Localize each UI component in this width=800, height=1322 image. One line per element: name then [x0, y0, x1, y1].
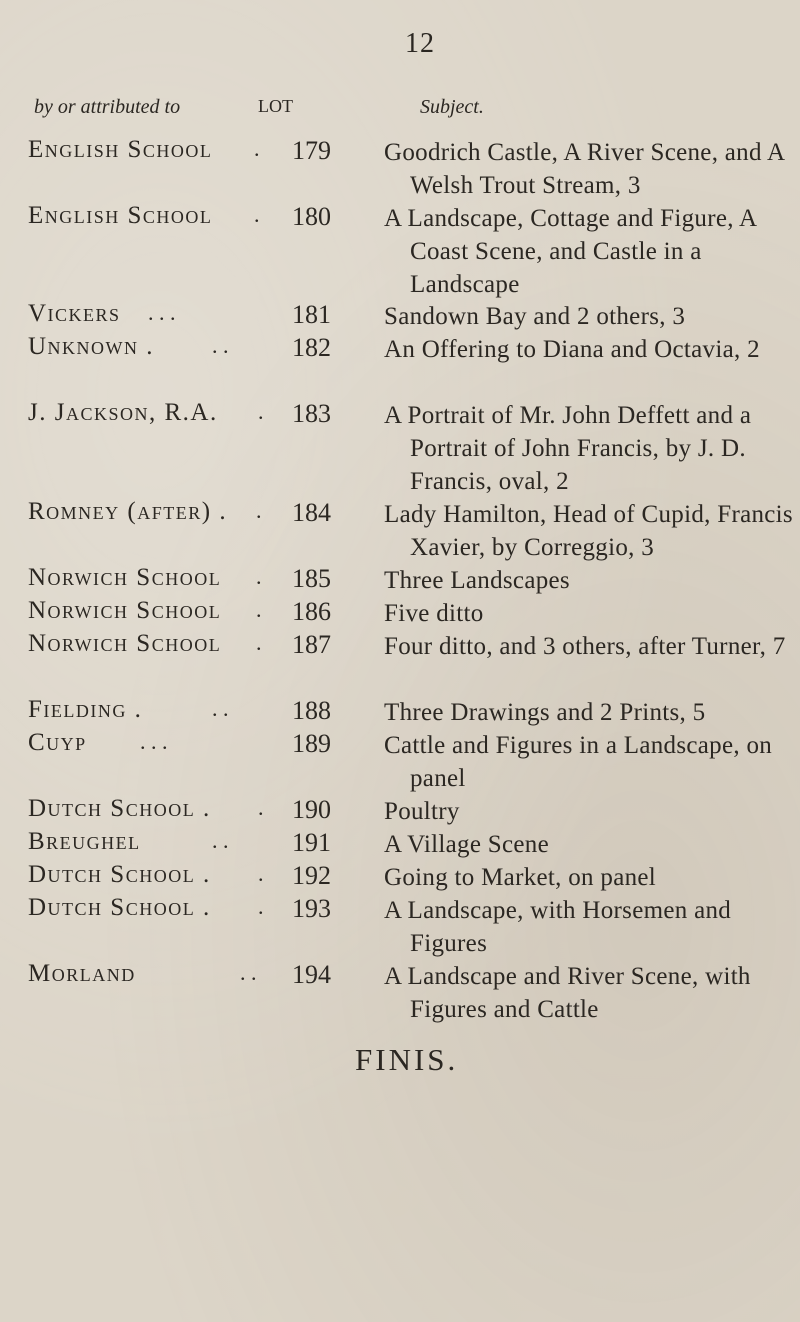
artist-name: English School	[28, 202, 213, 229]
lot-number: 188	[292, 696, 331, 725]
lot-number: 185	[292, 564, 331, 593]
lot-number: 194	[292, 960, 331, 989]
leader-dots: .	[256, 597, 262, 622]
lot-subject: Poultry	[384, 798, 460, 825]
lot-number: 192	[292, 861, 331, 890]
artist-name: Cuyp	[28, 729, 87, 756]
leader-dots: .	[256, 630, 262, 655]
lot-subject: Three Landscapes	[384, 567, 570, 594]
leader-dots: .	[258, 861, 264, 886]
artist-name: Unknown .	[28, 333, 155, 360]
lot-number: 181	[292, 300, 331, 329]
artist-name: Fielding .	[28, 696, 143, 723]
leader-dots: . .	[212, 333, 229, 358]
artist-name: Norwich School	[28, 630, 222, 657]
finis-mark: FINIS.	[355, 1042, 459, 1077]
leader-dots: . .	[212, 828, 229, 853]
lot-subject: Goodrich Castle, A River Scene, and A Welsh Trout Stream, 3	[384, 139, 784, 199]
lot-subject: Three Drawings and 2 Prints, 5	[384, 699, 706, 726]
artist-name: Dutch School .	[28, 894, 211, 921]
leader-dots: . .	[212, 696, 229, 721]
artist-name: Morland	[28, 960, 136, 987]
leader-dots: . . .	[140, 729, 168, 754]
leader-dots: .	[258, 894, 264, 919]
page-number: 12	[405, 28, 435, 59]
lot-subject: Sandown Bay and 2 others, 3	[384, 303, 686, 330]
lot-subject: Cattle and Figures in a Landscape, on panel	[384, 732, 773, 792]
leader-dots: . .	[240, 960, 257, 985]
lot-subject: A Landscape, Cottage and Figure, A Coast Scene, and Castle in a Landscape	[384, 205, 756, 298]
lot-subject: A Portrait of Mr. John Deffett and a Portrait of John Francis, by J. D. Francis, oval, 2	[384, 402, 752, 495]
artist-name: Norwich School	[28, 597, 222, 624]
lot-number: 187	[292, 630, 331, 659]
column-header-artist: by or attributed to	[34, 96, 181, 118]
artist-name: English School	[28, 136, 213, 163]
lot-subject: A Village Scene	[384, 831, 549, 858]
lot-number: 179	[292, 136, 331, 165]
column-header-lot: LOT	[258, 96, 293, 116]
lot-number: 193	[292, 894, 331, 923]
lot-number: 191	[292, 828, 331, 857]
column-header-subject: Subject.	[420, 96, 484, 118]
lot-number: 180	[292, 202, 331, 231]
lot-subject: Lady Hamilton, Head of Cupid, Francis Xavier, by Correggio, 3	[384, 501, 793, 561]
leader-dots: .	[256, 498, 262, 523]
leader-dots: .	[258, 399, 264, 424]
lot-subject: An Offering to Diana and Octavia, 2	[384, 336, 760, 363]
leader-dots: .	[256, 564, 262, 589]
lot-subject: A Landscape, with Horsemen and Figures	[384, 897, 732, 957]
leader-dots: .	[254, 202, 260, 227]
lot-number: 184	[292, 498, 331, 527]
leader-dots: . . .	[148, 300, 176, 325]
artist-name: Vickers	[28, 300, 121, 327]
lot-number: 182	[292, 333, 331, 362]
leader-dots: .	[258, 795, 264, 820]
artist-name: Dutch School .	[28, 861, 211, 888]
lot-subject: A Landscape and River Scene, with Figures and Cattle	[384, 963, 751, 1023]
artist-name: Norwich School	[28, 564, 222, 591]
lot-number: 189	[292, 729, 331, 758]
lot-subject: Five ditto	[384, 600, 484, 627]
lot-number: 183	[292, 399, 331, 428]
artist-name: Romney (after) .	[28, 498, 228, 525]
lot-number: 186	[292, 597, 331, 626]
artist-name: Dutch School .	[28, 795, 211, 822]
lot-number: 190	[292, 795, 331, 824]
leader-dots: .	[254, 136, 260, 161]
lot-subject: Going to Market, on panel	[384, 864, 657, 891]
artist-name: Breughel	[28, 828, 141, 855]
lot-subject: Four ditto, and 3 others, after Turner, 7	[384, 633, 786, 660]
artist-name: J. Jackson, R.A.	[28, 399, 218, 426]
